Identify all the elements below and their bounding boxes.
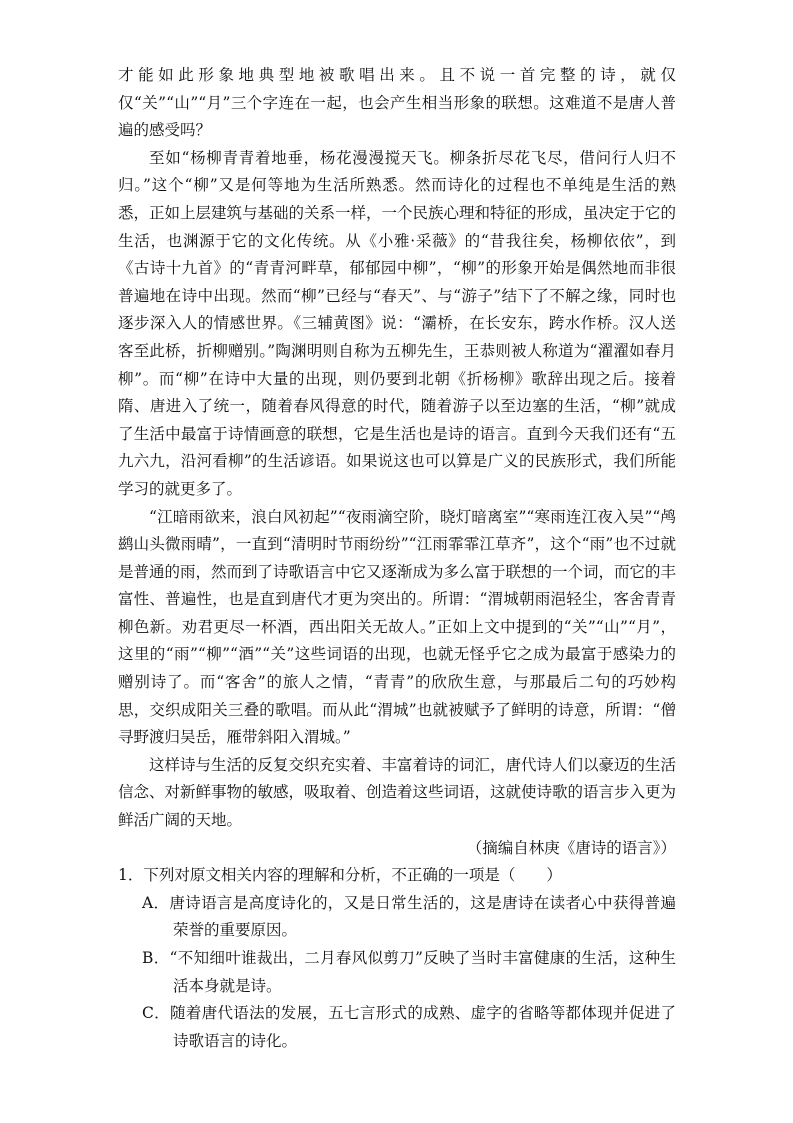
question-options xyxy=(118,890,676,1056)
article-paragraph-4: 这样诗与生活的反复交织充实着、丰富着诗的词汇，唐代诗人们以豪迈的生活信念、对新鲜事物的敏感，吸取着、创造着这些词语，这就使诗歌的语言步入更为鲜活广阔的天地。 xyxy=(118,755,677,830)
option-a-letter: A． xyxy=(142,893,170,912)
article-paragraph-1: 才能如此形象地典型地被歌唱出来。且不说一首完整的诗，就仅仅“关”“山”“月”三个字连在一起，也会产生相当形象的联想。这难道不是唐人普遍的感受吗？ xyxy=(118,66,676,140)
question-stem: 1．下列对原文相关内容的理解和分析，不正确的一项是（ ） xyxy=(118,866,562,885)
option-a-text: 唐诗语言是高度诗化的，又是日常生活的，这是唐诗在读者心中获得普遍荣誉的重要原因。 xyxy=(169,893,676,940)
option-c-letter: C． xyxy=(142,1004,171,1023)
option-b-text: “不知细叶谁裁出，二月春风似剪刀”反映了当时丰富健康的生活，这种生活本身就是诗。 xyxy=(169,949,676,995)
option-a xyxy=(142,890,676,945)
article-source-citation: （摘编自林庚《唐诗的语言》） xyxy=(466,838,676,857)
option-c xyxy=(142,1000,676,1055)
document-page xyxy=(118,62,676,1055)
option-b-letter: B． xyxy=(142,949,170,967)
option-b xyxy=(142,945,676,1000)
article-paragraph-2: 至如“杨柳青青着地垂，杨花漫漫搅天飞。柳条折尽花飞尽，借问行人归不归。”这个“柳”又是何等地为生活所熟悉。然而诗化的过程也不单纯是生活的熟悉，正如上层建筑与基础的关系一样，一个民族心理和特征的形成，虽决定于它的生活，也渊源于它的文化传统。从《小雅·采薇》的“昔我往矣，杨柳依依”，到《古诗十九首》的“青青河畔草，郁郁园中柳”，“柳”的形象开始是偶然地而非很普遍地在诗中出现。然而“柳”已经与“春天”、与“游子”结下了不解之缘，同时也逐步深入人的情感世界。《三辅黄图》说：“灞桥，在长安东，跨水作桥。汉人送客至此桥，折柳赠别。”陶渊明则自称为五柳先生，王恭则被人称道为“濯濯如春月柳”。而“柳”在诗中大量的出现，则仍要到北朝《折杨柳》歌辞出现之后。接着隋、唐进入了统一，随着春风得意的时代，随着游子以至边塞的生活，“柳”就成了生活中最富于诗情画意的联想，它是生活也是诗的语言。直到今天我们还有“五九六九，沿河看柳”的生活谚语。如果说这也可以算是广义的民族形式，我们所能学习的就更多了。 xyxy=(118,148,677,498)
article-paragraph-3: “江暗雨欲来，浪白风初起”“夜雨滴空阶，晓灯暗离室”“寒雨连江夜入吴”“鸬鹚山头微雨晴”，一直到“清明时节雨纷纷”“江雨霏霏江草齐”，这个“雨”也不过就是普通的雨，然而到了诗歌语言中它又逐渐成为多么富于联想的一个词，而它的丰富性、普遍性，也是直到唐代才更为突出的。所谓：“渭城朝雨浥轻尘，客舍青青柳色新。劝君更尽一杯酒，西出阳关无故人。”正如上文中提到的“关”“山”“月”，这里的“雨”“柳”“酒”“关”这些词语的出现，也就无怪乎它之成为最富于感染力的赠别诗了。而“客舍”的旅人之情，“青青”的欣欣生意，与那最后二句的巧妙构思，交织成阳关三叠的歌唱。而从此“渭城”也就被赋予了鲜明的诗意，所谓：“僧寻野渡归吴岳，雁带斜阳入渭城。” xyxy=(118,507,677,747)
option-c-text: 随着唐代语法的发展，五七言形式的成熟、虚字的省略等都体现并促进了诗歌语言的诗化。 xyxy=(170,1004,676,1050)
